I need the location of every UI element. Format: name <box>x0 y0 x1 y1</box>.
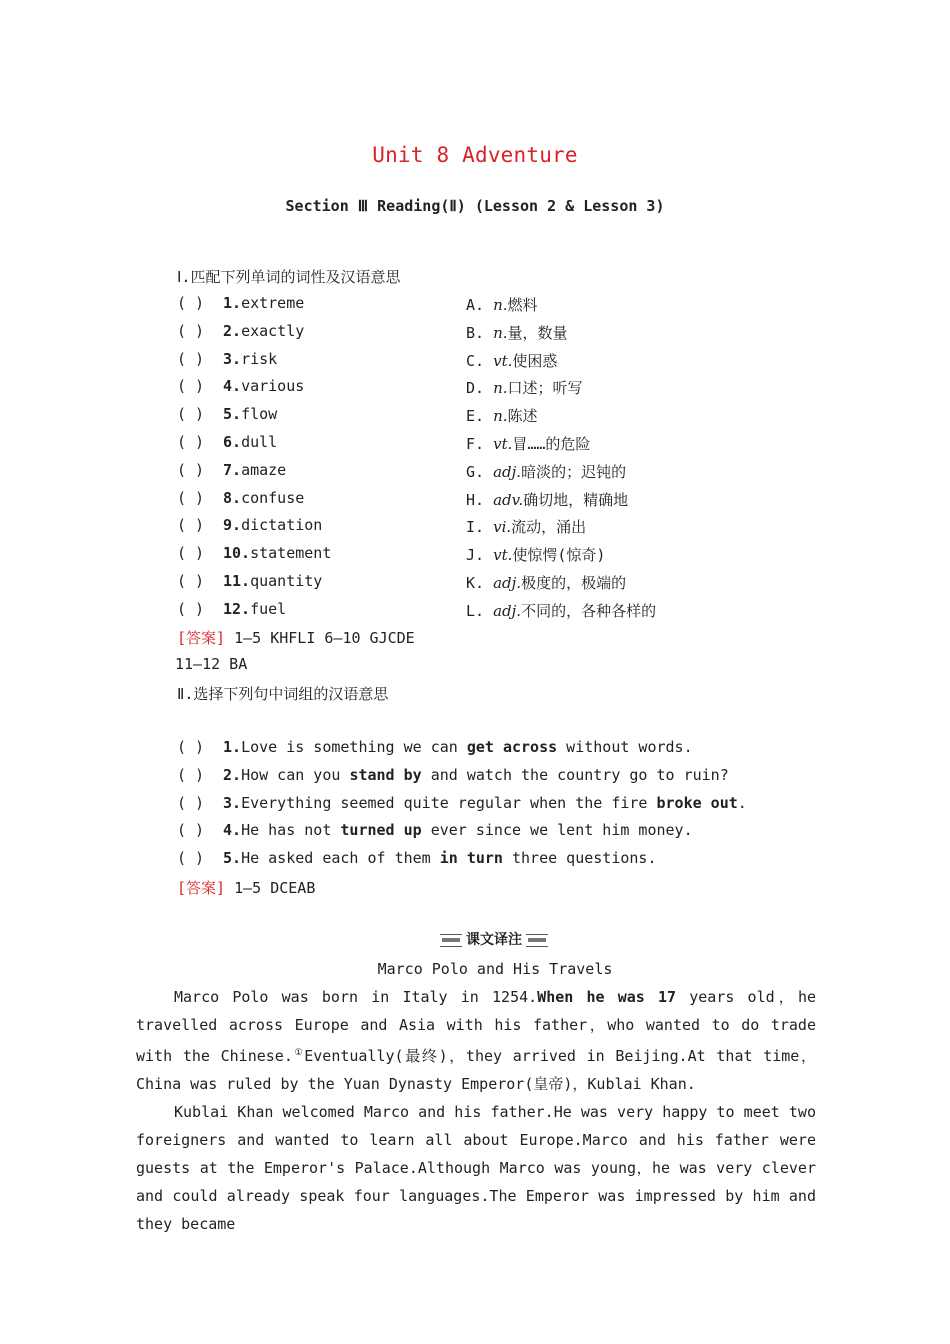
option-meaning: 使惊愕(惊奇) <box>512 546 606 565</box>
option-meaning: 量，数量 <box>507 323 568 342</box>
list-item <box>177 821 693 841</box>
answer-blank[interactable]: ( ) <box>177 433 205 451</box>
part-of-speech: n. <box>493 379 508 398</box>
item-number: 3. <box>223 349 242 368</box>
option-letter: A. <box>466 296 485 314</box>
option-letter: L. <box>466 601 485 620</box>
option-meaning: 冒……的危险 <box>512 435 591 453</box>
option-item <box>466 377 583 398</box>
option-item <box>466 433 590 454</box>
part-of-speech: vt. <box>493 351 513 370</box>
option-letter: B. <box>466 323 485 342</box>
sentence-start: How can you <box>241 765 350 784</box>
option-item <box>466 322 568 343</box>
answer-blank[interactable]: ( ) <box>177 321 205 340</box>
option-item <box>466 572 626 593</box>
section-subtitle: Section Ⅲ Reading(Ⅱ) (Lesson 2 & Lesson 3) <box>285 197 665 215</box>
list-item <box>177 516 322 536</box>
item-number: 8. <box>223 488 242 507</box>
item-number: 9. <box>223 516 242 535</box>
option-letter: D. <box>466 379 485 398</box>
part1-answer <box>177 627 415 647</box>
option-letter: E. <box>466 407 485 426</box>
list-item <box>177 405 277 425</box>
item-word: risk <box>241 349 278 368</box>
list-item <box>177 600 286 620</box>
sentence-start: He has not <box>241 821 341 840</box>
list-item <box>177 489 304 509</box>
option-item <box>466 544 605 565</box>
part-of-speech: n. <box>493 323 508 342</box>
option-item <box>466 461 626 482</box>
option-item <box>466 405 538 426</box>
item-number: 10. <box>223 544 251 563</box>
option-meaning: 燃料 <box>507 296 538 314</box>
item-word: quantity <box>250 572 323 590</box>
option-meaning: 不同的，各种各样的 <box>521 601 657 620</box>
answer-blank[interactable]: ( ) <box>177 544 205 563</box>
story-paragraph-1: Marco Polo was born in Italy in 1254.When he was 17 years old，he travelled across Europe and Asia with his father，who wanted to do trade with the Chinese.①Eventually(最终)，they arrived in Beijing.At that time，China was ruled by the Yuan Dynasty Emperor(皇帝)，Kublai Khan. <box>136 988 817 1093</box>
item-word: various <box>241 377 305 396</box>
sentence-end: ever since we lent him money. <box>421 821 693 840</box>
option-meaning: 极度的，极端的 <box>521 574 627 592</box>
part-of-speech: vt. <box>493 546 513 565</box>
list-item <box>177 377 304 397</box>
item-word: exactly <box>241 321 305 340</box>
item-number: 7. <box>223 460 242 479</box>
item-number: 11. <box>223 572 251 590</box>
list-item <box>177 766 729 786</box>
list-item <box>177 544 331 564</box>
answer-blank[interactable]: ( ) <box>177 572 205 590</box>
option-item <box>466 600 656 621</box>
part-of-speech: adv. <box>493 490 524 509</box>
answer-blank[interactable]: ( ) <box>177 793 205 812</box>
list-item <box>177 849 657 869</box>
part1-heading: Ⅰ.匹配下列单词的词性及汉语意思 <box>177 268 401 286</box>
option-letter: F. <box>466 435 485 453</box>
option-meaning: 陈述 <box>507 407 538 426</box>
phrase: in turn <box>439 849 503 868</box>
item-word: dull <box>241 433 278 451</box>
item-number: 4. <box>223 377 242 396</box>
badge-decoration <box>528 938 546 942</box>
item-number: 12. <box>223 599 251 618</box>
item-word: amaze <box>241 460 287 479</box>
part2-heading: Ⅱ.选择下列句中词组的汉语意思 <box>177 685 389 703</box>
item-word: dictation <box>241 516 323 535</box>
footnote-marker: ① <box>292 1048 305 1058</box>
item-number: 1. <box>223 738 242 756</box>
answer-blank[interactable]: ( ) <box>177 849 205 868</box>
option-meaning: 确切地，精确地 <box>523 490 629 509</box>
answer-blank[interactable]: ( ) <box>177 516 205 535</box>
part-of-speech: adj. <box>493 574 522 592</box>
option-meaning: 流动，涌出 <box>511 518 587 537</box>
option-letter: C. <box>466 351 485 370</box>
option-letter: J. <box>466 546 485 565</box>
answer-blank[interactable]: ( ) <box>177 349 205 368</box>
page-title: Unit 8 Adventure <box>372 143 578 167</box>
answer-blank[interactable]: ( ) <box>177 405 205 424</box>
option-item <box>466 294 538 315</box>
answer-blank[interactable]: ( ) <box>177 765 205 784</box>
list-item <box>177 350 277 370</box>
item-number: 1. <box>223 294 242 312</box>
sentence-start: Everything seemed quite regular when the fire <box>241 793 657 812</box>
badge-decoration <box>442 938 460 942</box>
item-number: 5. <box>223 849 242 868</box>
answer-tag: [答案] <box>177 879 226 897</box>
story-text <box>136 983 816 1238</box>
list-item <box>177 322 304 342</box>
phrase: stand by <box>349 765 422 784</box>
item-word: confuse <box>241 488 305 507</box>
option-item <box>466 516 586 537</box>
list-item <box>177 433 277 453</box>
answer-text: 1—5 DCEAB <box>225 879 316 897</box>
sentence-start: He asked each of them <box>241 849 440 868</box>
list-item <box>177 461 286 481</box>
option-letter: K. <box>466 574 485 592</box>
phrase: broke out <box>656 793 738 812</box>
item-number: 6. <box>223 433 242 451</box>
item-number: 2. <box>223 765 242 784</box>
item-word: fuel <box>250 599 287 618</box>
answer-blank[interactable]: ( ) <box>177 294 205 312</box>
part-of-speech: vt. <box>493 435 513 453</box>
answer-blank[interactable]: ( ) <box>177 488 205 507</box>
option-meaning: 使困惑 <box>512 351 558 370</box>
option-letter: H. <box>466 490 485 509</box>
sentence-end: . <box>737 793 747 812</box>
sentence-end: without words. <box>557 738 693 756</box>
part-of-speech: vi. <box>493 518 512 537</box>
item-number: 5. <box>223 405 242 424</box>
part-of-speech: n. <box>493 296 508 314</box>
option-item <box>466 489 628 510</box>
answer-blank[interactable]: ( ) <box>177 821 205 840</box>
sentence-start: Love is something we can <box>241 738 467 756</box>
item-word: extreme <box>241 294 305 312</box>
list-item <box>177 738 693 758</box>
option-meaning: 口述；听写 <box>507 379 583 398</box>
notes-badge <box>440 931 548 949</box>
badge-label: 课文译注 <box>462 931 526 949</box>
option-meaning: 暗淡的；迟钝的 <box>521 462 627 481</box>
answer-text: 1—5 KHFLI 6—10 GJCDE <box>225 629 415 647</box>
part1-answer-line2: 11—12 BA <box>175 655 248 673</box>
phrase: get across <box>466 738 558 756</box>
story-title: Marco Polo and His Travels <box>377 960 613 978</box>
list-item <box>177 572 322 592</box>
item-word: statement <box>250 544 332 563</box>
answer-blank[interactable]: ( ) <box>177 377 205 396</box>
part-of-speech: adj. <box>493 462 522 481</box>
sentence-end: three questions. <box>502 849 657 868</box>
item-number: 4. <box>223 821 242 840</box>
option-letter: I. <box>466 518 485 537</box>
answer-blank[interactable]: ( ) <box>177 599 205 618</box>
part-of-speech: n. <box>493 407 508 426</box>
answer-tag: [答案] <box>177 629 226 647</box>
phrase: turned up <box>340 821 422 840</box>
part2-answer <box>177 877 315 897</box>
list-item <box>177 794 747 814</box>
sentence-end: and watch the country go to ruin? <box>421 765 729 784</box>
story-paragraph-2: Kublai Khan welcomed Marco and his father.He was very happy to meet two foreigners and wanted to learn all about Europe.Marco and his father were guests at the Emperor's Palace.Although Marco was young，he was very clever and could already speak four languages.The Emperor was impressed by him and they became <box>136 1103 816 1233</box>
item-word: flow <box>241 405 278 424</box>
item-number: 3. <box>223 793 242 812</box>
answer-blank[interactable]: ( ) <box>177 738 205 756</box>
part-of-speech: adj. <box>493 601 522 620</box>
option-item <box>466 350 557 371</box>
item-number: 2. <box>223 321 242 340</box>
option-letter: G. <box>466 462 485 481</box>
answer-blank[interactable]: ( ) <box>177 460 205 479</box>
list-item <box>177 294 304 314</box>
